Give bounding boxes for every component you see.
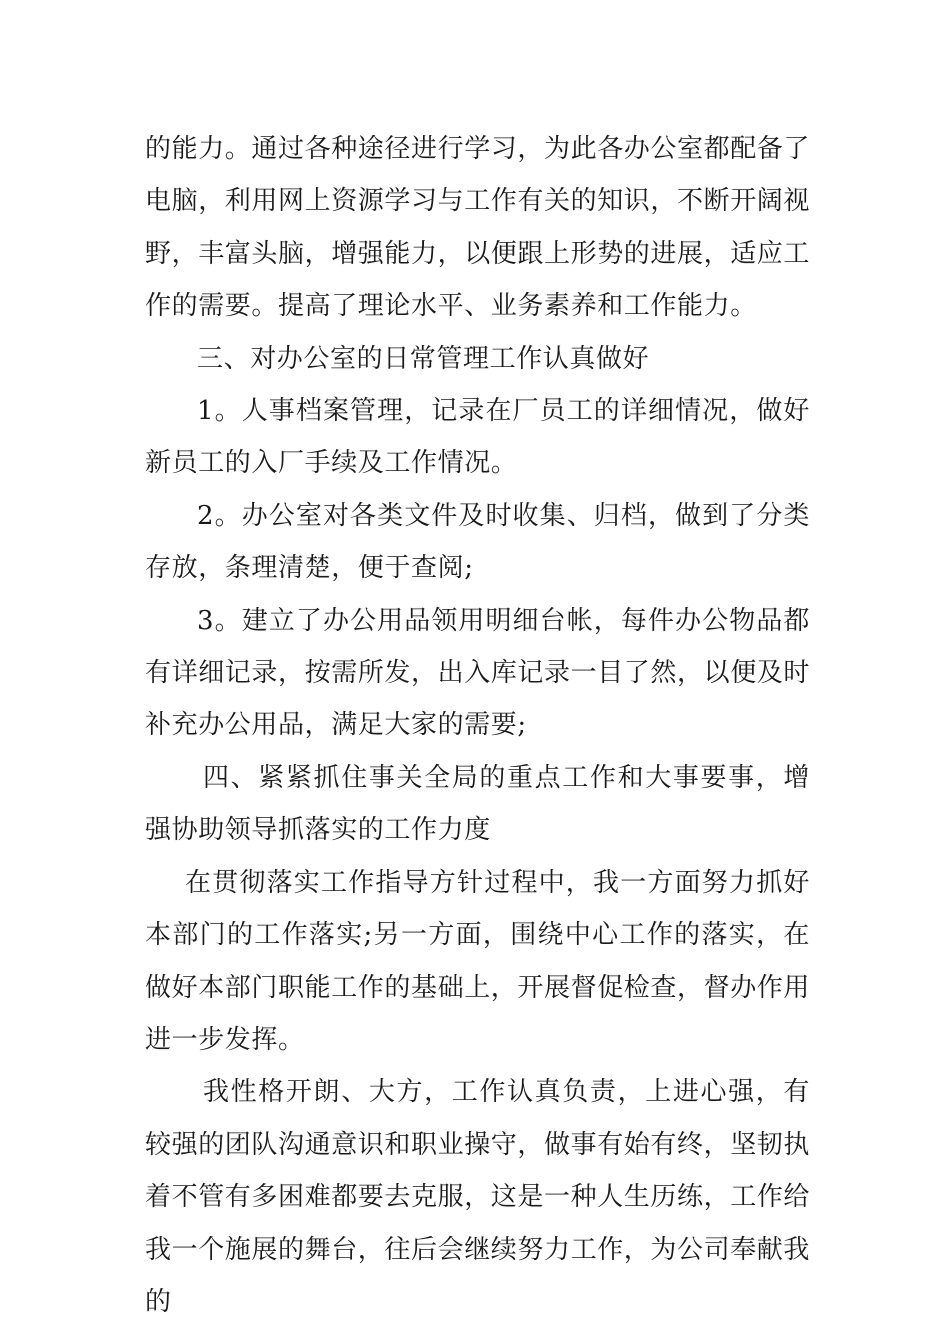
list-item-1: 1。人事档案管理，记录在厂员工的详细情况，做好新员工的入厂手续及工作情况。 <box>145 396 810 479</box>
document-body <box>145 123 810 1328</box>
list-item-3: 3。建立了办公用品领用明细台帐，每件办公物品都有详细记录，按需所发，出入库记录一目了然，以便及时补充办公用品，满足大家的需要; <box>145 605 811 741</box>
section-heading-4: 四、紧紧抓住事关全局的重点工作和大事要事，增强协助领导抓落实的工作力度 <box>145 762 810 846</box>
paragraph-self-assessment: 我性格开朗、大方，工作认真负责，上进心强，有较强的团队沟通意识和职业操守，做事有始有终，坚韧执着不管有多困难都要去克服，这是一种人生历练，工作给我一个施展的舞台，往后会继续努力工作，为公司奉献我的 <box>145 1077 811 1317</box>
section-heading-3: 三、对办公室的日常管理工作认真做好 <box>197 343 650 374</box>
list-item-2: 2。办公室对各类文件及时收集、归档，做到了分类存放，条理清楚，便于查阅; <box>145 500 810 584</box>
paragraph-continuation: 的能力。通过各种途径进行学习，为此各办公室都配备了电脑，利用网上资源学习与工作有关的知识，不断开阔视野，丰富头脑，增强能力，以便跟上形势的进展，适应工作的需要。提高了理论水平、业务素养和工作能力。 <box>145 134 811 322</box>
paragraph-implementation: 在贯彻落实工作指导方针过程中，我一方面努力抓好本部门的工作落实;另一方面，围绕中心工作的落实，在做好本部门职能工作的基础上，开展督促检查，督办作用进一步发挥。 <box>145 867 811 1055</box>
